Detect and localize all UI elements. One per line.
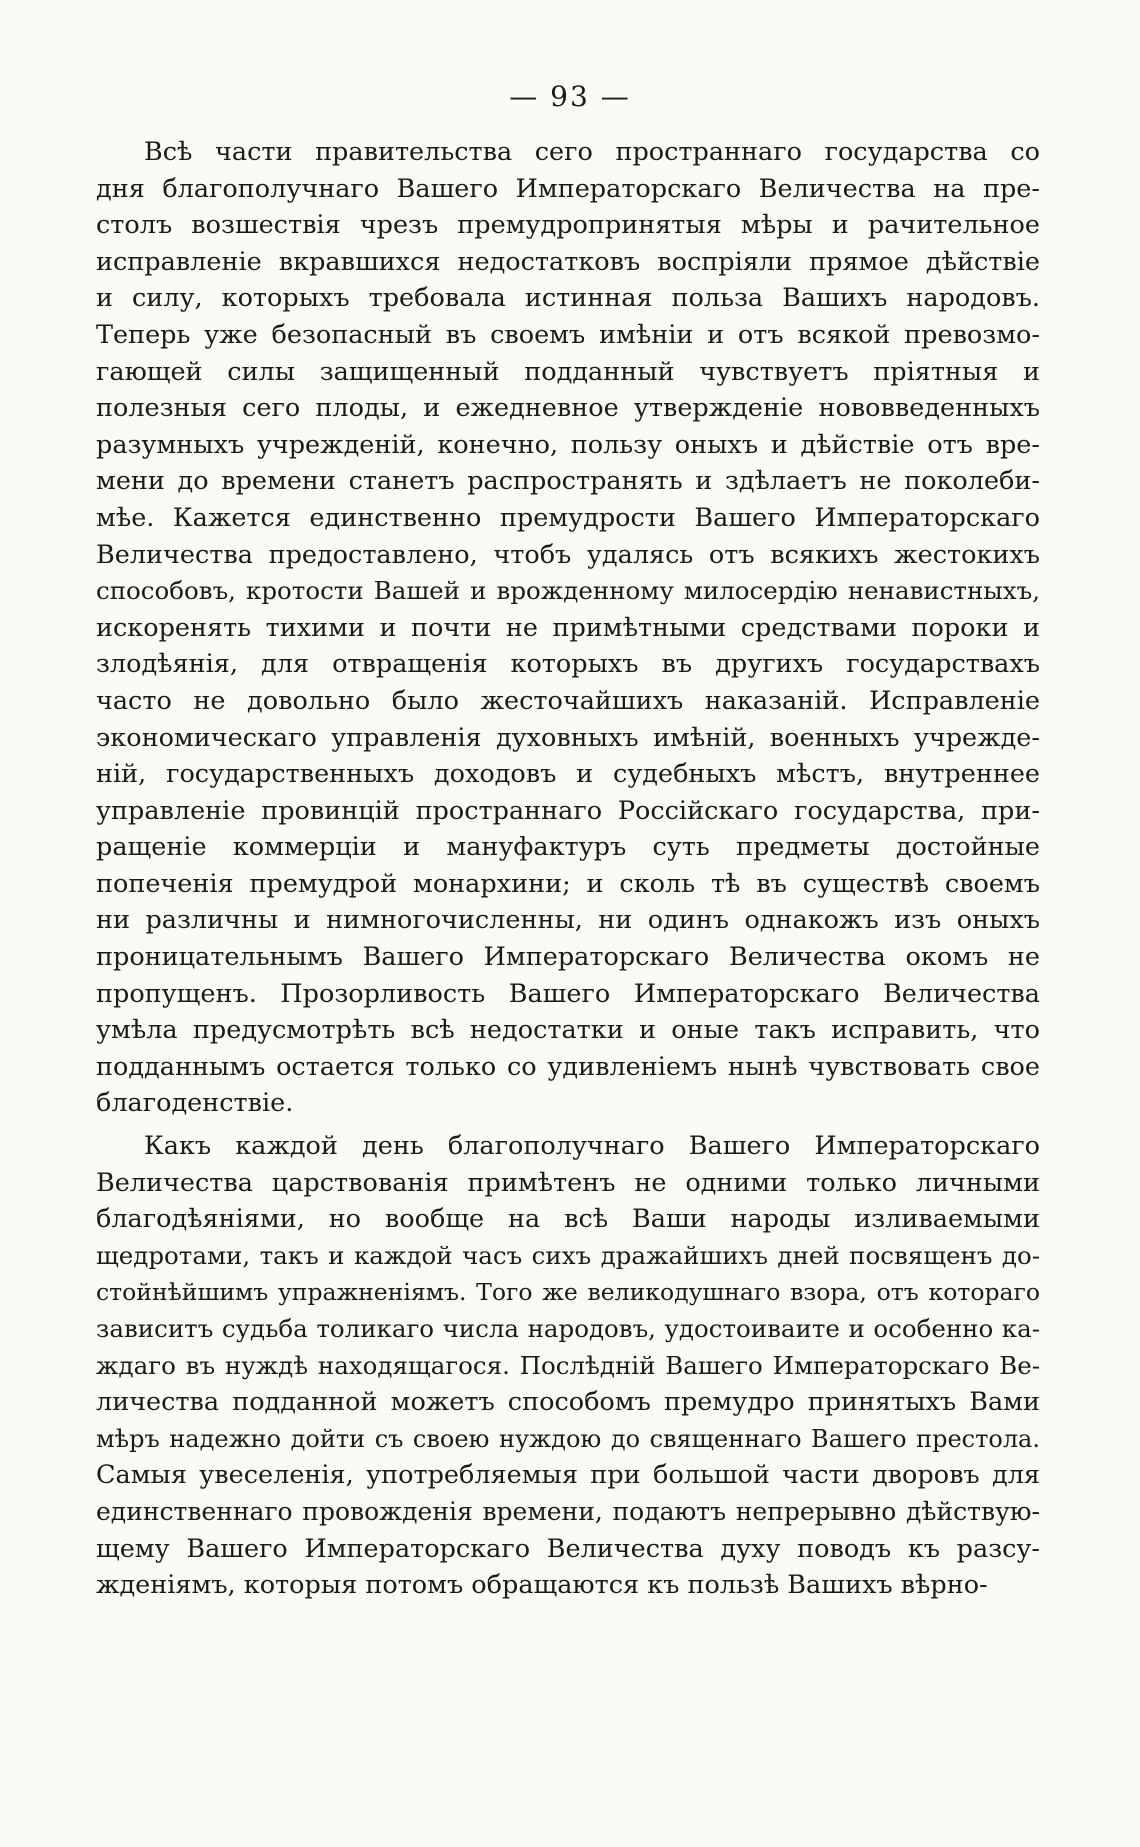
text-line: полезныя сего плоды, и ежедневное утвержденіе нововведенныхъ (96, 393, 1040, 424)
paragraph (96, 134, 1040, 1122)
text-line: Теперь уже безопасный въ своемъ имѣніи и отъ всякой превозмо- (96, 319, 1040, 350)
text-line: щедротами, такъ и каждой часъ сихъ дражайшихъ дней посвященъ до- (96, 1240, 1040, 1270)
text-line: дня благополучнаго Вашего Императорскаго Величества на пре- (96, 173, 1040, 204)
text-line: проницательнымъ Вашего Императорскаго Величества окомъ не (96, 942, 1040, 973)
text-line: разумныхъ учрежденій, конечно, пользу оныхъ и дѣйствіе отъ вре- (96, 429, 1040, 460)
text-line: пропущенъ. Прозорливость Вашего Императорскаго Величества (96, 978, 1040, 1009)
page-number: — 93 — (509, 80, 631, 113)
text-line: личества подданной можетъ способомъ премудро принятыхъ Вами (96, 1387, 1040, 1418)
text-line: Самыя увеселенія, употребляемыя при большой части дворовъ для (96, 1460, 1040, 1491)
text-line: злодѣянія, для отвращенія которыхъ въ другихъ государствахъ (96, 649, 1040, 680)
text-line: способовъ, кротости Вашей и врожденному милосердію ненавистныхъ, (96, 576, 1040, 606)
text-line: подданнымъ остается только со удивленіемъ нынѣ чувствовать свое (96, 1051, 1040, 1082)
text-line: Всѣ части правительства сего пространнаго государства со (144, 137, 1040, 167)
text-line: управленіе провинцій пространнаго Россійскаго государства, при- (96, 795, 1040, 826)
text-line: Какъ каждой день благополучнаго Вашего Императорскаго (144, 1131, 1040, 1162)
text-line: стойнѣйшимъ упражненіямъ. Того же великодушнаго взора, отъ котораго (96, 1278, 1040, 1307)
text-line: Величества царствованія примѣтенъ не одними только личными (96, 1167, 1040, 1198)
text-line: исправленіе вкравшихся недостатковъ воспріяли прямое дѣйствіе (96, 246, 1040, 277)
text-line: умѣла предусмотрѣть всѣ недостатки и оные такъ исправить, что (96, 1015, 1040, 1046)
text-line: благодѣяніями, но вообще на всѣ Ваши народы изливаемыми (96, 1204, 1040, 1235)
paragraph (96, 1128, 1040, 1604)
text-line: зависитъ судьба толикаго числа народовъ, удостоиваите и особенно ка- (96, 1314, 1040, 1343)
text-line: и силу, которыхъ требовала истинная польза Вашихъ народовъ. (96, 283, 1040, 314)
text-line: ній, государственныхъ доходовъ и судебныхъ мѣстъ, внутреннее (96, 759, 1040, 790)
text-line: попеченія премудрой монархини; и сколь тѣ въ существѣ своемъ (96, 868, 1040, 899)
body-text (96, 134, 1040, 1610)
text-line: щему Вашего Императорскаго Величества духу поводъ къ разсу- (96, 1533, 1040, 1564)
text-line: экономическаго управленія духовныхъ имѣній, военныхъ учрежде- (96, 722, 1040, 753)
text-line: ждаго въ нуждѣ находящагося. Послѣдній Вашего Императорскаго Ве- (96, 1350, 1040, 1380)
text-line: Величества предоставлено, чтобъ удалясь отъ всякихъ жестокихъ (96, 539, 1040, 570)
text-line: мени до времени станетъ распространять и здѣлаетъ не поколеби- (96, 466, 1040, 497)
text-line: столъ возшествія чрезъ премудропринятыя мѣры и рачительное (96, 210, 1040, 241)
text-line: гающей силы защищенный подданный чувствуетъ пріятныя и (96, 356, 1040, 387)
text-line: мѣръ надежно дойти съ своею нуждою до священнаго Вашего престола. (96, 1424, 1040, 1453)
text-line: искоренять тихими и почти не примѣтными средствами пороки и (96, 612, 1040, 643)
text-line: благоденствіе. (96, 1088, 294, 1119)
text-line: ращеніе коммерціи и мануфактуръ суть предметы достойные (96, 832, 1040, 863)
text-line: ни различны и нимногочисленны, ни одинъ однакожъ изъ оныхъ (96, 905, 1040, 936)
text-line: единственнаго провожденія времени, подаютъ непрерывно дѣйствую- (96, 1496, 1040, 1526)
text-line: жденіямъ, которыя потомъ обращаются къ пользѣ Вашихъ вѣрно- (96, 1570, 988, 1601)
text-line: мѣе. Кажется единственно премудрости Вашего Императорскаго (96, 502, 1040, 533)
text-line: часто не довольно было жесточайшихъ наказаній. Исправленіе (96, 685, 1040, 716)
